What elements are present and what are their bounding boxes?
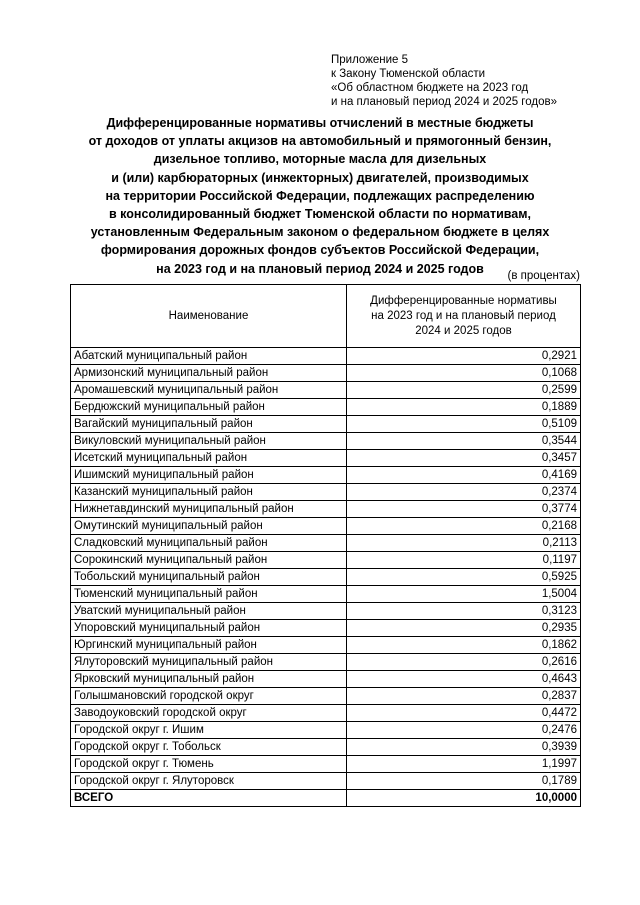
row-value: 1,5004 <box>347 586 581 603</box>
appendix-line: Приложение 5 <box>331 54 409 66</box>
table-row <box>71 518 581 535</box>
table-row <box>71 569 581 586</box>
row-value: 0,3123 <box>347 603 581 620</box>
table-row <box>71 399 581 416</box>
row-value: 0,3544 <box>347 433 581 450</box>
row-value: 0,4643 <box>347 671 581 688</box>
appendix-line: «Об областном бюджете на 2023 год <box>331 82 529 94</box>
table-row <box>71 671 581 688</box>
row-value: 0,1068 <box>347 365 581 382</box>
title-line: от доходов от уплаты акцизов на автомобильный и прямогонный бензин, <box>88 134 552 149</box>
norms-table <box>70 284 581 807</box>
title-line: в консолидированный бюджет Тюменской области по нормативам, <box>109 207 531 222</box>
row-value: 0,2837 <box>347 688 581 705</box>
row-name: Абатский муниципальный район <box>71 348 347 365</box>
table-row <box>71 637 581 654</box>
row-name: Армизонский муниципальный район <box>71 365 347 382</box>
header-name: Наименование <box>71 285 347 348</box>
row-name: Городской округ г. Тюмень <box>71 756 347 773</box>
title-line: и (или) карбюраторных (инжекторных) двигателей, производимых <box>111 170 529 185</box>
appendix-reference <box>331 53 557 109</box>
row-name: Омутинский муниципальный район <box>71 518 347 535</box>
row-name: Бердюжский муниципальный район <box>71 399 347 416</box>
table-row <box>71 416 581 433</box>
table-row <box>71 722 581 739</box>
row-name: Казанский муниципальный район <box>71 484 347 501</box>
row-value: 0,3939 <box>347 739 581 756</box>
row-name: Городской округ г. Ишим <box>71 722 347 739</box>
table-row <box>71 501 581 518</box>
row-value: 0,4472 <box>347 705 581 722</box>
row-name: Нижнетавдинский муниципальный район <box>71 501 347 518</box>
row-value: 0,5109 <box>347 416 581 433</box>
title-line: на 2023 год и на плановый период 2024 и 2025 годов <box>156 261 484 276</box>
table-row <box>71 654 581 671</box>
row-value: 0,2168 <box>347 518 581 535</box>
table-row <box>71 348 581 365</box>
row-value: 0,4169 <box>347 467 581 484</box>
row-value: 0,1197 <box>347 552 581 569</box>
row-name: Вагайский муниципальный район <box>71 416 347 433</box>
row-name: Исетский муниципальный район <box>71 450 347 467</box>
row-value: 0,1789 <box>347 773 581 790</box>
row-value: 0,1862 <box>347 637 581 654</box>
row-name: Ишимский муниципальный район <box>71 467 347 484</box>
document-title <box>60 114 580 278</box>
row-value: 0,2374 <box>347 484 581 501</box>
row-value: 0,2599 <box>347 382 581 399</box>
table-row <box>71 552 581 569</box>
title-line: Дифференцированные нормативы отчислений в местные бюджеты <box>106 116 534 130</box>
row-value: 0,5925 <box>347 569 581 586</box>
row-value: 0,1889 <box>347 399 581 416</box>
table-row <box>71 433 581 450</box>
row-value: 1,1997 <box>347 756 581 773</box>
total-row <box>71 790 581 807</box>
row-name: Юргинский муниципальный район <box>71 637 347 654</box>
table-row <box>71 535 581 552</box>
table-row <box>71 688 581 705</box>
table-row <box>71 467 581 484</box>
table-row <box>71 450 581 467</box>
table-row <box>71 586 581 603</box>
appendix-line: к Закону Тюменской области <box>331 68 486 80</box>
row-name: Голышмановский городской округ <box>71 688 347 705</box>
table-row <box>71 620 581 637</box>
row-name: Заводоуковский городской округ <box>71 705 347 722</box>
row-value: 0,3774 <box>347 501 581 518</box>
table-header-row <box>71 285 581 348</box>
table-row <box>71 773 581 790</box>
row-name: Уватский муниципальный район <box>71 603 347 620</box>
row-name: Тюменский муниципальный район <box>71 586 347 603</box>
header-value-line: на 2023 год и на плановый период <box>371 309 556 322</box>
row-name: Сорокинский муниципальный район <box>71 552 347 569</box>
table-row <box>71 705 581 722</box>
table-row <box>71 739 581 756</box>
row-name: Ярковский муниципальный район <box>71 671 347 688</box>
row-name: Ялуторовский муниципальный район <box>71 654 347 671</box>
header-value-line: 2024 и 2025 годов <box>415 324 512 337</box>
row-value: 0,2616 <box>347 654 581 671</box>
table-row <box>71 365 581 382</box>
header-value <box>347 285 581 348</box>
unit-note: (в процентах) <box>507 270 580 282</box>
title-line: формирования дорожных фондов субъектов Российской Федерации, <box>100 243 540 258</box>
table-row <box>71 756 581 773</box>
row-value: 0,2935 <box>347 620 581 637</box>
title-line: на территории Российской Федерации, подлежащих распределению <box>105 188 535 203</box>
row-name: Городской округ г. Тобольск <box>71 739 347 756</box>
row-value: 0,2476 <box>347 722 581 739</box>
title-line: установленным Федеральным законом о федеральном бюджете в целях <box>90 225 550 240</box>
table-row <box>71 484 581 501</box>
appendix-line: и на плановый период 2024 и 2025 годов» <box>331 96 557 108</box>
header-value-line: Дифференцированные нормативы <box>370 294 557 307</box>
title-line: дизельное топливо, моторные масла для дизельных <box>153 152 487 167</box>
total-value: 10,0000 <box>347 790 581 807</box>
row-name: Городской округ г. Ялуторовск <box>71 773 347 790</box>
row-name: Викуловский муниципальный район <box>71 433 347 450</box>
table-row <box>71 382 581 399</box>
row-value: 0,2921 <box>347 348 581 365</box>
row-name: Сладковский муниципальный район <box>71 535 347 552</box>
row-value: 0,2113 <box>347 535 581 552</box>
table-row <box>71 603 581 620</box>
row-value: 0,3457 <box>347 450 581 467</box>
row-name: Тобольский муниципальный район <box>71 569 347 586</box>
total-name: ВСЕГО <box>71 790 347 807</box>
row-name: Упоровский муниципальный район <box>71 620 347 637</box>
row-name: Аромашевский муниципальный район <box>71 382 347 399</box>
